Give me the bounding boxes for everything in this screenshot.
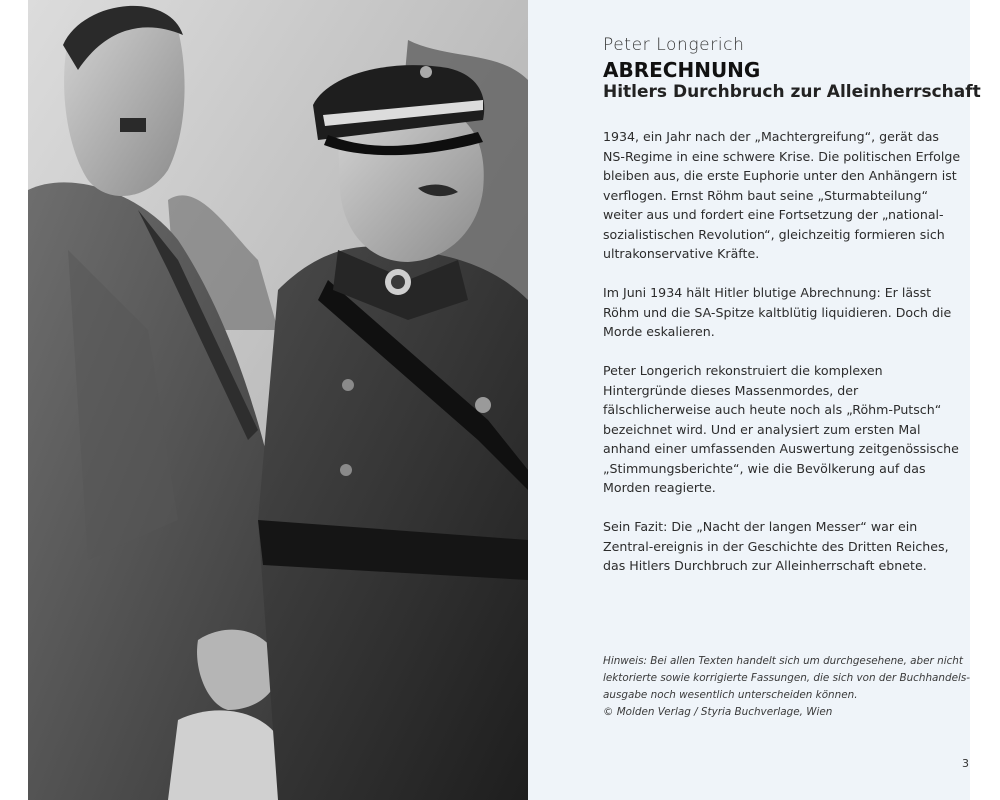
book-subtitle: Hitlers Durchbruch zur Alleinherrschaft <box>603 82 981 102</box>
historical-photo-illustration <box>28 0 528 800</box>
blurb-paragraph: Sein Fazit: Die „Nacht der langen Messer“ war ein Zentral-ereignis in der Geschichte des Dritten Reiches, das Hitlers Durchbruch zur Alleinherrschaft ebnete. <box>603 519 949 573</box>
book-title: ABRECHNUNG <box>603 58 761 82</box>
note-line: Hinweis: Bei allen Texten handelt sich um durchgesehene, aber nicht <box>603 655 963 667</box>
publisher-note <box>603 653 971 721</box>
note-line: ausgabe noch wesentlich unterscheiden können. <box>603 689 858 701</box>
blurb-paragraph: 1934, ein Jahr nach der „Machtergreifung“, gerät das NS-Regime in eine schwere Krise. Die politischen Erfolge bleiben aus, die erste Euphorie unter den Anhängern ist verflogen. Ernst Röhm baut seine „Sturmabteilung“ weiter aus und fordert eine Fortsetzung der „national-sozialistischen Revolution“, gleichzeitig formieren sich ultrakonservative Kräfte. <box>603 129 961 261</box>
copyright-line: © Molden Verlag / Styria Buchverlage, Wien <box>603 706 833 718</box>
author-name: Peter Longerich <box>603 35 745 55</box>
page-number: 3 <box>962 757 969 770</box>
blurb-paragraph: Im Juni 1934 hält Hitler blutige Abrechnung: Er lässt Röhm und die SA-Spitze kaltblütig liquidieren. Doch die Morde eskalieren. <box>603 285 952 339</box>
page-margin <box>970 0 1000 800</box>
note-line: lektorierte sowie korrigierte Fassungen, die sich von der Buchhandels- <box>603 672 971 684</box>
cover-photo <box>28 0 528 800</box>
blurb-paragraph: Peter Longerich rekonstruiert die komplexen Hintergründe dieses Massenmordes, der fälschlicherweise auch heute noch als „Röhm-Putsch“ bezeichnet wird. Und er analysiert zum ersten Mal anhand einer umfassenden Auswertung zeitgenössische „Stimmungsberichte“, wie die Bevölkerung auf das Morden reagierte. <box>603 363 959 495</box>
blurb <box>603 127 963 595</box>
